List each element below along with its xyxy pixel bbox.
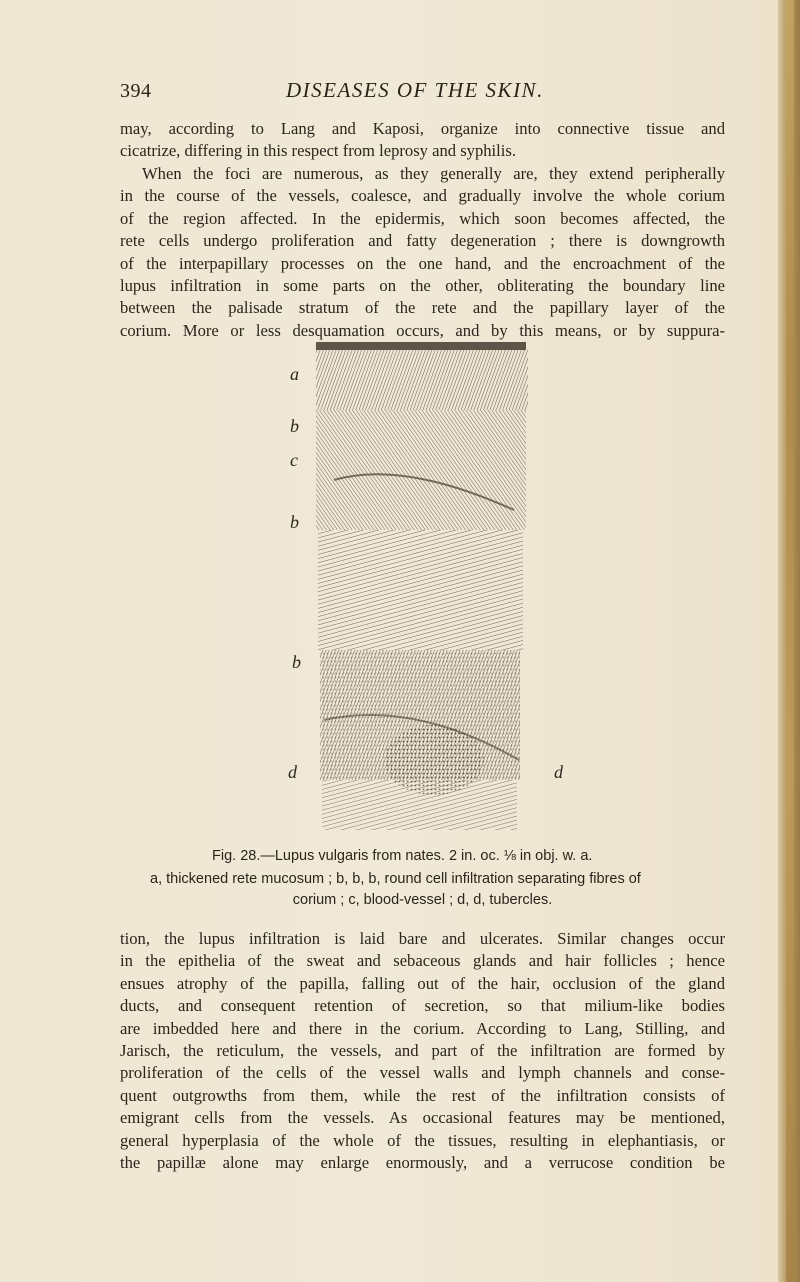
text-line: corium. More or less desquamation occurs, and by this means, or by suppura- <box>120 320 725 340</box>
text-line: of the interpapillary processes on the one hand, and the encroachment of the <box>120 253 725 273</box>
text-line: ensues atrophy of the papilla, falling out of the hair, occlusion of the gland <box>120 973 725 993</box>
figure-label-d: d <box>554 762 563 782</box>
text-line: in the epithelia of the sweat and sebaceous glands and hair follicles ; hence <box>120 951 725 971</box>
text-line: When the foci are numerous, as they generally are, they extend peripherally <box>142 164 725 183</box>
figure-label-b: b <box>292 652 301 672</box>
histology-engraving <box>314 340 529 838</box>
figure-label-d: d <box>288 762 297 782</box>
text-line: tion, the lupus infiltration is laid bare and ulcerates. Similar changes occur <box>120 929 725 948</box>
figure-label-b: b <box>290 512 299 532</box>
figure-label-b: b <box>290 416 299 436</box>
page-number: 394 <box>120 80 152 102</box>
text-line: the papillæ alone may enlarge enormously, and a verrucose condition be <box>120 1153 725 1173</box>
figure-caption-line: a, thickened rete mucosum ; b, b, b, round cell infiltration separating fibres of <box>150 871 641 887</box>
paragraph-2 <box>120 163 725 342</box>
text-line: cicatrize, differing in this respect from leprosy and syphilis. <box>120 141 516 161</box>
book-edge-strip <box>786 0 794 1282</box>
text-line: proliferation of the cells of the vessel walls and lymph channels and conse- <box>120 1063 725 1083</box>
text-line: rete cells undergo proliferation and fatty degeneration ; there is downgrowth <box>120 231 725 251</box>
text-line: ducts, and consequent retention of secretion, so that milium-like bodies <box>120 996 725 1016</box>
running-head: DISEASES OF THE SKIN. <box>286 78 544 102</box>
paragraph-1 <box>120 118 725 163</box>
text-line: quent outgrowths from them, while the rest of the infiltration consists of <box>120 1085 725 1105</box>
figure-28 <box>284 340 574 840</box>
paragraph-3 <box>120 928 725 1174</box>
text-line: of the region affected. In the epidermis, which soon becomes affected, the <box>120 208 725 228</box>
figure-caption-line: corium ; c, blood-vessel ; d, d, tubercles. <box>292 892 553 908</box>
figure-label-a: a <box>290 364 299 384</box>
figure-label-c: c <box>290 450 298 470</box>
text-line: are imbedded here and there in the corium. According to Lang, Stilling, and <box>120 1018 725 1038</box>
text-line: general hyperplasia of the whole of the tissues, resulting in elephantiasis, or <box>120 1130 725 1150</box>
text-line: lupus infiltration in some parts on the other, obliterating the boundary line <box>120 276 725 296</box>
text-line: Jarisch, the reticulum, the vessels, and part of the infiltration are formed by <box>120 1041 725 1061</box>
text-line: between the palisade stratum of the rete and the papillary layer of the <box>120 298 725 318</box>
page-header <box>120 76 720 106</box>
figure-caption-title: Fig. 28.—Lupus vulgaris from nates. 2 in. oc. ⅛ in obj. w. a. <box>212 848 593 864</box>
text-line: emigrant cells from the vessels. As occasional features may be mentioned, <box>120 1108 725 1128</box>
text-line: in the course of the vessels, coalesce, and gradually involve the whole corium <box>120 186 725 206</box>
text-line: may, according to Lang and Kaposi, organize into connective tissue and <box>120 119 725 138</box>
